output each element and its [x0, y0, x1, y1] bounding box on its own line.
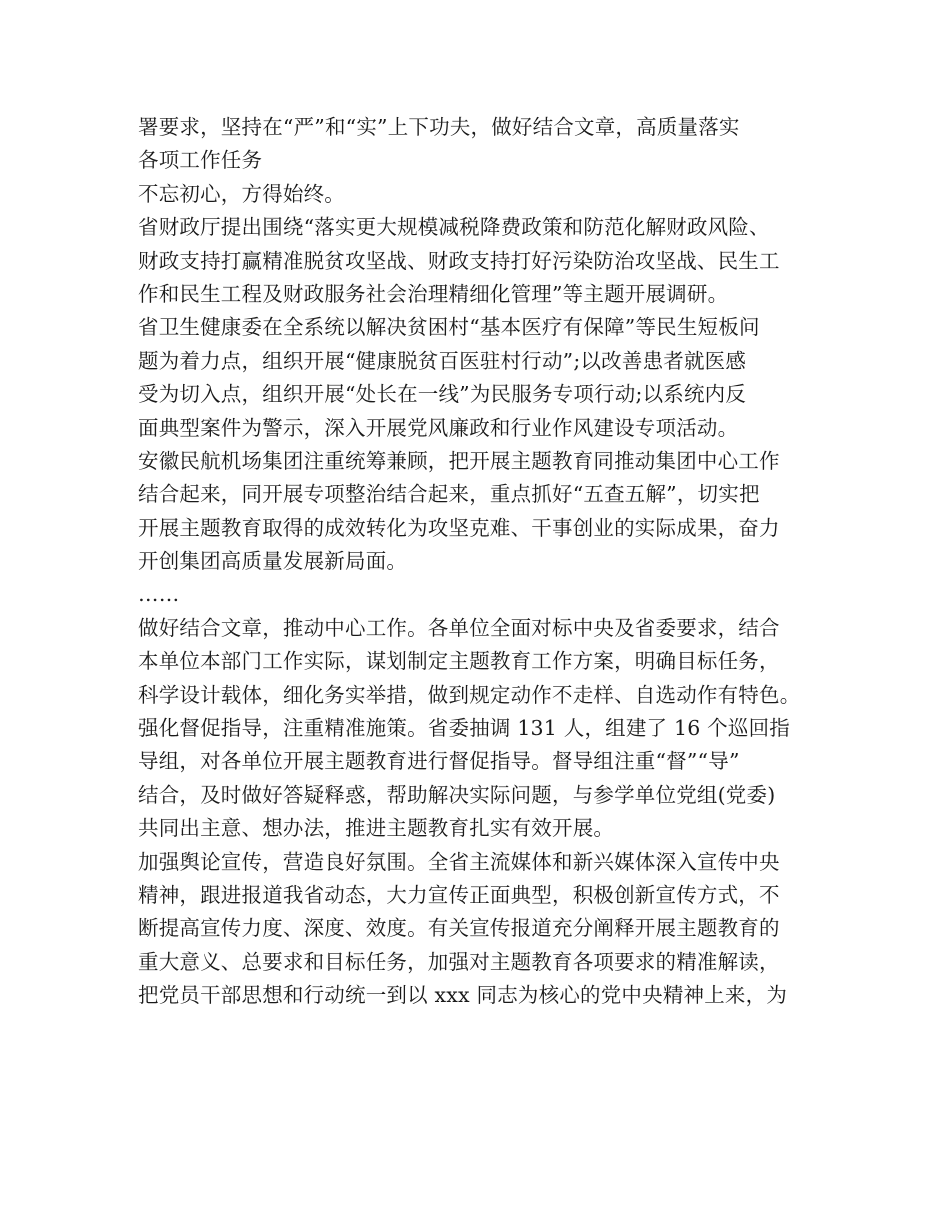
text-line: 开展主题教育取得的成效转化为攻坚克难、干事创业的实际成果，奋力 — [138, 515, 780, 540]
text-line: 省卫生健康委在全系统以解决贫困村“基本医疗有保障”等民生短板问 — [138, 315, 760, 340]
text-line: 本单位本部门工作实际，谋划制定主题教育工作方案，明确目标任务， — [138, 649, 780, 674]
text-line: 把党员干部思想和行动统一到以 xxx 同志为核心的党中央精神上来，为 — [138, 983, 788, 1008]
text-line: 不忘初心，方得始终。 — [138, 181, 345, 206]
text-line: 安徽民航机场集团注重统筹兼顾，把开展主题教育同推动集团中心工作 — [138, 448, 780, 473]
ellipsis-line: …… — [138, 582, 180, 607]
text-line: 强化督促指导，注重精准施策。省委抽调 131 人，组建了 16 个巡回指 — [138, 716, 790, 741]
text-line: 共同出主意、想办法，推进主题教育扎实有效开展。 — [138, 816, 615, 841]
document-body — [138, 111, 828, 1013]
text-line: 科学设计载体，细化务实举措，做到规定动作不走样、自选动作有特色。 — [138, 682, 801, 707]
text-line: 导组，对各单位开展主题教育进行督促指导。督导组注重“督”“导” — [138, 749, 740, 774]
text-line: 精神，跟进报道我省动态，大力宣传正面典型，积极创新宣传方式，不 — [138, 882, 780, 907]
text-line: 断提高宣传力度、深度、效度。有关宣传报道充分阐释开展主题教育的 — [138, 916, 780, 941]
text-line: 结合，及时做好答疑释惑，帮助解决实际问题，与参学单位党组(党委) — [138, 782, 776, 807]
text-line: 各项工作任务 — [138, 148, 263, 173]
text-line: 题为着力点，组织开展“健康脱贫百医驻村行动”;以改善患者就医感 — [138, 348, 747, 373]
text-line: 重大意义、总要求和目标任务，加强对主题教育各项要求的精准解读， — [138, 949, 780, 974]
text-line: 加强舆论宣传，营造良好氛围。全省主流媒体和新兴媒体深入宣传中央 — [138, 849, 780, 874]
text-line: 开创集团高质量发展新局面。 — [138, 549, 408, 574]
text-line: 作和民生工程及财政服务社会治理精细化管理”等主题开展调研。 — [138, 281, 729, 306]
text-line: 做好结合文章，推动中心工作。各单位全面对标中央及省委要求，结合 — [138, 615, 780, 640]
text-line: 省财政厅提出围绕“落实更大规模减税降费政策和防范化解财政风险、 — [138, 215, 770, 240]
text-line: 受为切入点，组织开展“处长在一线”为民服务专项行动;以系统内反 — [138, 382, 747, 407]
text-line: 面典型案件为警示，深入开展党风廉政和行业作风建设专项活动。 — [138, 415, 739, 440]
text-line: 结合起来，同开展专项整治结合起来，重点抓好“五查五解”，切实把 — [138, 482, 760, 507]
text-line: 财政支持打赢精准脱贫攻坚战、财政支持打好污染防治攻坚战、民生工 — [138, 248, 780, 273]
text-line: 署要求，坚持在“严”和“实”上下功夫，做好结合文章，高质量落实 — [138, 115, 740, 139]
